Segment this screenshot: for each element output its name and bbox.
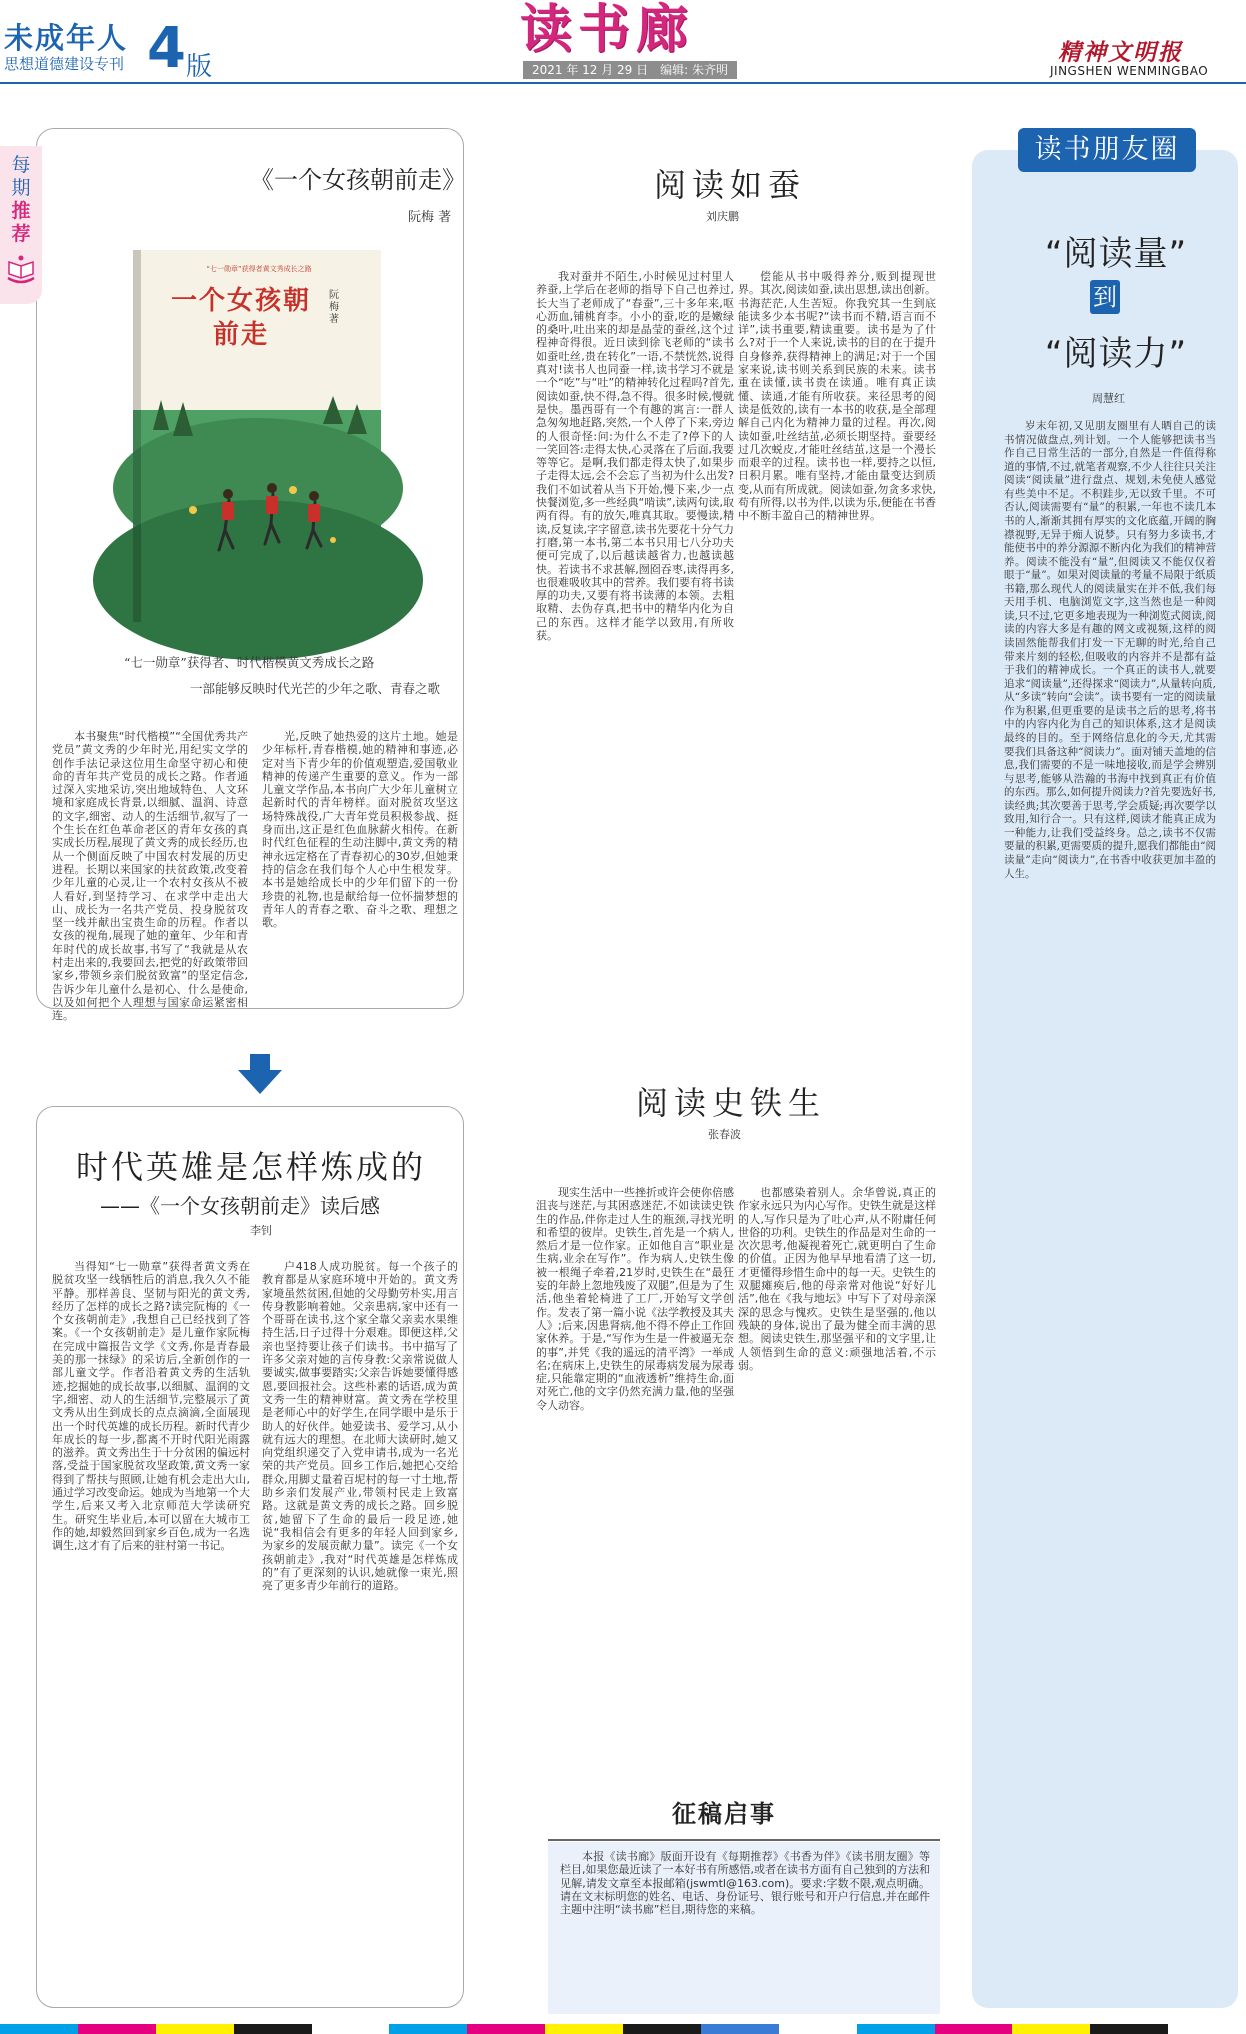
issue-info: 2021 年 12 月 29 日 编辑: 朱齐明	[523, 61, 737, 79]
newspaper-logo: 精神文明报	[1058, 39, 1183, 66]
article1-author: 刘庆鹏	[706, 210, 739, 223]
sidebar-headline-to: 到	[1090, 280, 1120, 314]
cover-author: 阮梅 著	[329, 290, 339, 325]
newspaper-logo-en: JINGSHEN WENMINGBAO	[1050, 64, 1209, 78]
essay-title: 时代英雄是怎样炼成的	[76, 1148, 427, 1186]
notice-text: 本报《读书廊》版面开设有《每期推荐》《书香为伴》《读书朋友圈》等栏目,如果您最近读了一本好书有所感悟,或者在读书方面有自己独到的方法和见解,请发文章至本报邮箱(jswmtl@163.com)。要求:字数不限,观点明确。请在文末标明您的姓名、电话、身份证号、银行账号和开户行信息,并在邮件主题中注明“读书廊”栏目,期待您的来稿。	[560, 1850, 930, 1917]
article1-text-right: 偿能从书中吸得养分,贩到提现世界。其次,阅读如蚕,读出思想,读出创新。书海茫茫,人生苦短。你我究其一生到底能读多少本书呢?“读书而不精,语言而不详”,读书重要,精读重要。读书是为了什么?对于一个人来说,读书的目的在于提升自身修养,获得精神上的满足;对于一个国家来说,读书则关系到民族的未来。读书重在读懂,读书贵在读通。唯有真正读懂、读通,才能有所收获。来径思考的阅读是低效的,读有一本书的收获,是全部理解自己内化为精神力量的过程。再次,阅读如蚕,吐丝结茧,必须长期坚持。蚕要经过几次蜕皮,才能吐丝结茧,这是一个漫长而艰辛的过程。读书也一样,要持之以恒,日积月累。唯有坚持,才能由量变达到质变,从而有所成就。阅读如蚕,勿贪多求快,苟有所得,以书为伴,以读为乐,便能在书香中不断丰盈自己的精神世界。	[738, 270, 936, 523]
article1-title: 阅读如蚕	[654, 166, 807, 204]
sidebar-text: 岁末年初,又见朋友圈里有人晒自己的读书情况做盘点,列计划。一个人能够把读书当作自己日常生活的一部分,自然是一件值得称道的事情,不过,就笔者观察,不少人往往只关注阅读“阅读量”进行盘点、规划,未免使人感觉有些美中不足。不积跬步,无以致千里。不可否认,阅读需要有“量”的积累,一年也不读几本书的人,渐渐其拥有厚实的文化底蕴,开阔的胸襟视野,无异于痴人说梦。只有努力多读书,才能使书中的养分源源不断内化为我们的精神营养。阅读不能没有“量”,但阅读又不能仅仅着眼于“量”。如果对阅读量的考量不局限于纸质书籍,那么现代人的阅读量实在并不低,我们每天用手机、电脑浏览文字,这当然也是一种阅读,只不过,它更多地表现为一种浏览式阅读,阅读的内容大多是有趣的网文或视频,这样的阅读固然能帮我们打发一下无聊的时光,给自己带来片刻的轻松,但吸收的内容并不是都有益于我们的精神成长。一个真正的读书人,就要追求“阅读量”,还得探求“阅读力”,从量转向质,从“多读”转向“会读”。读书要有一定的阅读量作为积累,但更重要的是读书之后的思考,将书中的内容内化为自己的知识体系,这才是阅读最终的目的。至于网络信息化的今天,尤其需要我们具备这种“阅读力”。面对铺天盖地的信息,我们需要的不是一味地接收,而是学会辨别与思考,能够从浩瀚的书海中找到真正有价值的东西。那么,如何提升阅读力?首先要选好书,读经典;其次要善于思考,学会质疑;再次要学以致用,知行合一。只有这样,阅读才能真正成为一种能力,让我们受益终身。总之,读书不仅需要量的积累,更需要质的提升,愿我们都能由“阅读量”走向“阅读力”,在书香中收获更加丰盈的人生。	[1004, 420, 1216, 880]
essay-subtitle: ——《一个女孩朝前走》读后感	[100, 1194, 380, 1218]
notice-title: 征稿启事	[672, 1800, 776, 1828]
recommend-tag-text: 每 期 推 荐	[11, 154, 31, 245]
page-number: 4	[147, 16, 186, 81]
cover-series: “七一勋章”获得者黄文秀成长之路	[206, 265, 312, 273]
recommend-book-title: 《一个女孩朝前走》	[250, 166, 466, 194]
sidebar-headline-1: “阅读量”	[1044, 234, 1188, 274]
cover-illustration	[133, 390, 381, 622]
essay-text-left: 当得知“七一勋章”获得者黄文秀在脱贫攻坚一线牺牲后的消息,我久久不能平静。那样善良、坚韧与阳光的黄文秀,经历了怎样的成长之路?读完阮梅的《一个女孩朝前走》,我想自己已经找到了答案。《一个女孩朝前走》是儿童作家阮梅在完成中篇报告文学《文秀,你是青春最美的那一抹绿》的采访后,全新创作的一部儿童文学。作者沿着黄文秀的生活轨迹,挖掘她的成长故事,以细腻、温润的文字,细密、动人的生活细节,完整展示了黄文秀从出生到成长的点点滴滴,全面展现出一个时代英雄的成长历程。新时代青少年成长的每一步,都离不开时代阳光雨露的滋养。黄文秀出生于十分贫困的偏远村落,受益于国家脱贫攻坚政策,黄文秀一家得到了帮扶与照顾,让她有机会走出大山,通过学习改变命运。她成为当地第一个大学生,后来又考入北京师范大学读研究生。研究生毕业后,本可以留在大城市工作的她,却毅然回到家乡百色,成为一名选调生,这才有了后来的驻村第一书记。	[52, 1260, 250, 1553]
recommend-author: 阮梅 著	[408, 210, 452, 225]
column-block	[4, 22, 128, 74]
article2-author: 张春波	[708, 1128, 741, 1141]
article2-title: 阅读史铁生	[636, 1084, 827, 1122]
masthead-rule	[0, 82, 1246, 84]
page-ban-label: 版	[186, 52, 213, 82]
recommend-text-left: 本书聚焦“时代楷模”“全国优秀共产党员”黄文秀的少年时光,用纪实文学的创作手法记录这位用生命坚守初心和使命的青年共产党员的成长之路。作者通过深入实地采访,突出地域特色、人文环境和家庭成长背景,以细腻、温润、诗意的文字,细密、动人的生活细节,叙写了一个生长在红色革命老区的青年女孩的真实成长历程,展现了黄文秀的成长经历,也从一个侧面反映了中国农村发展的历史进程。长期以来国家的扶贫政策,改变着少年儿童的心灵,让一个农村女孩从不被人看好,到坚持学习、在求学中走出大山、成长为一名共产党员、投身脱贫攻坚一线并献出宝贵生命的历程。作者以女孩的视角,展现了她的童年、少年和青年时代的成长故事,书写了“我就是从农村走出来的,我要回去,把党的好政策带回家乡,带领乡亲们脱贫致富”的坚定信念,告诉少年儿童什么是初心、什么是使命,以及如何把个人理想与国家命运紧密相连。	[52, 730, 248, 1023]
cover-title: 一个女孩朝前走	[171, 286, 312, 350]
masthead	[0, 0, 1246, 84]
down-arrow-icon	[238, 1054, 282, 1094]
notice-rule	[548, 1839, 940, 1841]
column-subtitle: 思想道德建设专刊	[4, 55, 125, 73]
book-hand-icon	[6, 252, 36, 288]
essay-author: 李钊	[250, 1224, 272, 1237]
recommend-text-right: 光,反映了她热爱的这片土地。她是少年标杆,青春楷模,她的精神和事迹,必定对当下青少年的价值观塑造,爱国敬业精神的传递产生重要的意义。作为一部儿童文学作品,本书向广大少年儿童树立起新时代的青年榜样。面对脱贫攻坚这场特殊战役,广大青年党员积极参战、挺身而出,这正是红色血脉薪火相传。在新时代红色征程的生动注脚中,黄文秀的精神永远定格在了青春初心的30岁,但她秉持的信念在我们每个人心中生根发芽。本书是她给成长中的少年们留下的一份珍贵的礼物,也是献给每一位怀揣梦想的青年人的青春之歌、奋斗之歌、理想之歌。	[262, 730, 458, 930]
book-cover	[133, 250, 381, 622]
essay-text-right: 户418人成功脱贫。每一个孩子的教育都是从家庭环境中开始的。黄文秀家境虽然贫困,但她的父母勤劳朴实,用言传身教影响着她。父亲患病,家中还有一个哥哥在读书,这个家全靠父亲卖水果维持生活,日子过得十分艰难。即便这样,父亲也坚持要让孩子们读书。书中描写了许多父亲对她的言传身教:父亲常说做人要诚实,做事要踏实;父亲告诉她要懂得感恩,要回报社会。这些朴素的话语,成为黄文秀一生的精神财富。黄文秀在学校里是老师心中的好学生,在同学眼中是乐于助人的好伙伴。她爱读书、爱学习,从小就有远大的理想。在北师大读研时,她又向党组织递交了入党申请书,成为一名光荣的共产党员。回乡工作后,她把心交给群众,用脚丈量着百坭村的每一寸土地,帮助乡亲们发展产业,带领村民走上致富路。这就是黄文秀的成长之路。回乡脱贫,她留下了生命的最后一段足迹,她说“我相信会有更多的年轻人回到家乡,为家乡的发展贡献力量”。读完《一个女孩朝前走》,我对“时代英雄是怎样炼成的”有了更深刻的认识,她就像一束光,照亮了更多青少年前行的道路。	[262, 1260, 458, 1593]
recommend-caption	[110, 650, 440, 702]
recommend-tag	[0, 146, 42, 304]
sidebar-author: 周慧红	[1092, 392, 1125, 405]
print-color-bar	[0, 2024, 1246, 2034]
article1-text-left: 我对蚕并不陌生,小时候见过村里人养蚕,上学后在老师的指导下自己也养过,长大当了老师成了“春蚕”,三十多年来,呕心沥血,铺桃育李。小小的蚕,吃的是嫩绿的桑叶,吐出来的却是晶莹的蚕丝,这个过程神奇得很。近日读到徐飞老师的“读书如蚕吐丝,贵在转化”一语,不禁恍然,说得真对!读书人也同蚕一样,读书学习不就是一个“吃”与“吐”的精神转化过程吗?首先,阅读如蚕,快不得,急不得。很多时候,慢就是快。墨西哥有一个有趣的寓言:一群人急匆匆地赶路,突然,一个人停了下来,旁边的人很奇怪:问:为什么不走了?停下的人一笑回答:走得太快,心灵落在了后面,我要等等它。是啊,我们都走得太快了,如果步子走得太远,会不会忘了当初为什么出发?我们不如试着从当下开始,慢下来,少一点快餐浏览,多一些经典“啃读”,读两句读,取两有得。有的放矢,唯真其取。要慢读,精读,反复读,字字留意,读书先要花十分气力打磨,第一本书,第二本书只用七八分功夫便可完成了,以后越读越省力,也越读越快。若读书不求甚解,囫囵吞枣,读得再多,也很难吸收其中的营养。我们要有将书读厚的功夫,又要有将书读薄的本领。去粗取精、去伪存真,把书中的精华内化为自己的东西。这样才能学以致用,有所收获。	[536, 270, 734, 643]
article2-text-left: 现实生活中一些挫折或许会使你倍感沮丧与迷茫,与其困惑迷茫,不如读读史铁生的作品,伴你走过人生的瓶颈,寻找光明和希望的彼岸。史铁生,首先是一个病人,然后才是一位作家。正如他自言“职业是生病,业余在写作”。作为病人,史铁生像被一根绳子牵着,21岁时,史铁生在“最狂妄的年龄上忽地残废了双腿”,但是为了生活,他坐着轮椅进了工厂,开始写文学创作。发表了第一篇小说《法学教授及其夫人》;后来,因患肾病,他不得不停止工作回家休养。于是,“写作为生是一件被逼无奈的事”,并凭《我的遥远的清平湾》一举成名;在病床上,史铁生的尿毒病发展为尿毒症,只能靠定期的“血液透析”维持生命,面对死亡,他的文字仍然充满力量,他的坚强令人动容。	[536, 1186, 734, 1412]
article2-text-right: 也都感染着别人。余华曾说,真正的作家永远只为内心写作。史铁生就是这样的人,写作只是为了吐心声,从不附庸任何世俗的功利。史铁生的作品是对生命的一次次思考,他凝视着死亡,就更明白了生命的价值。正因为他早早地看清了这一切,才更懂得珍惜生命中的每一天。史铁生的双腿瘫痪后,他的母亲常对他说“好好儿活”,他在《我与地坛》中写下了对母亲深深的思念与愧疚。史铁生是坚强的,他以残缺的身体,说出了最为健全而丰满的思想。阅读史铁生,那坚强平和的文字里,让人领悟到生命的意义:顽强地活着,不示弱。	[738, 1186, 936, 1372]
caption-line-1: “七一勋章”获得者、时代楷模黄文秀成长之路	[124, 655, 375, 670]
column-name: 未成年人	[4, 21, 129, 55]
caption-line-2: 一部能够反映时代光芒的少年之歌、青春之歌	[189, 681, 440, 696]
sidebar-tab: 读书朋友圈	[1018, 128, 1196, 172]
section-title: 读书廊	[520, 0, 695, 60]
sidebar-headline-2: “阅读力”	[1044, 334, 1188, 374]
